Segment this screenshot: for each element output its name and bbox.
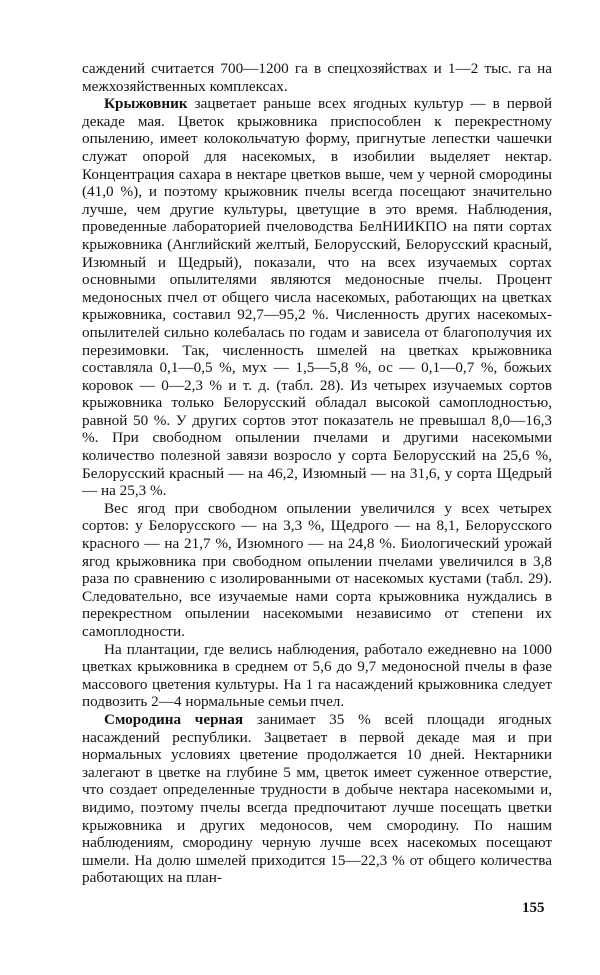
paragraph (82, 60, 552, 95)
paragraph-text: зацветает раньше всех ягодных культур — в первой декаде мая. Цветок крыжовника приспособлен к перекрестному опылению, имеет колокольчатую форму, пригнутые лепестки чашечки служат опорой для насекомых, в изобилии выделяет нектар. Концентрация сахара в нектаре цветков выше, чем у черной смородины (41,0 %), и поэтому крыжовник пчелы всегда посещают значительно лучше, чем другие культуры, цветущие в это время. Наблюдения, проведенные лабораторией пчеловодства БелНИИКПО на пяти сортах крыжовника (Английский желтый, Белорусский, Белорусский красный, Изюмный и Щедрый), показали, что на всех изучаемых сортах основными опылителями являются медоносные пчелы. Процент медоносных пчел от общего числа насекомых, работающих на цветках крыжовника, составил 92,7—95,2 %. Численность других насекомых-опылителей сильно колебалась по годам и зависела от благополучия их перезимовки. Так, численность шмелей на цветках крыжовника составляла 0,1—0,5 %, мух — 1,5—5,8 %, ос — 0,1—0,7 %, божьих коровок — 0—2,3 % и т. д. (табл. 28). Из четырех изучаемых сортов крыжовника только Белорусский обладал высокой самоплодностью, равной 50 %. У других сортов этот показатель не превышал 8,0—16,3 %. При свободном опылении пчелами и другими насекомыми количество полезной завязи возросло у сорта Белорусский на 25,6 %, Белорусский красный — на 46,2, Изюмный — на 31,6, у сорта Щедрый — на 25,3 %. (82, 95, 552, 500)
paragraph-text: На плантации, где велись наблюдения, работало ежедневно на 1000 цветках крыжовника в среднем от 5,6 до 9,7 медоносной пчелы в фазе массового цветения культуры. На 1 га насаждений крыжовника следует подвозить 2—4 нормальные семьи пчел. (82, 640, 552, 711)
body-text (82, 60, 552, 887)
term-heading: Смородина черная (104, 710, 244, 728)
paragraph-text: саждений считается 700—1200 га в спецхозяйствах и 1—2 тыс. га на межхозяйственных комплексах. (82, 60, 552, 95)
paragraph (82, 500, 552, 641)
paragraph (82, 95, 552, 500)
paragraph-text: Вес ягод при свободном опылении увеличился у всех четырех сортов: у Белорусского — на 3,3 %, Щедрого — на 8,1, Белорусского красного — на 21,7 %, Изюмного — на 24,8 %. Биологический урожай ягод крыжовника при свободном опылении пчелами увеличился в 3,8 раза по сравнению с изолированными от насекомых кустами (табл. 29). Следовательно, все изучаемые нами сорта крыжовника нуждались в перекрестном опылении насекомыми независимо от степени их самоплодности. (82, 499, 552, 640)
term-heading: Крыжовник (104, 95, 188, 113)
page-number: 155 (522, 900, 545, 916)
paragraph (82, 641, 552, 711)
paragraph (82, 711, 552, 887)
paragraph-text: занимает 35 % всей площади ягодных насаждений республики. Зацветает в первой декаде мая и при нормальных условиях цветение продолжается 10 дней. Нектарники залегают в цветке на глубине 5 мм, цветок имеет суженное отверстие, что создает определенные трудности в добыче нектара насекомыми и, видимо, поэтому пчелы всегда предпочитают лучше посещать цветки крыжовника и других медоносов, чем смородину. По нашим наблюдениям, смородину черную лучше всех насекомых посещают шмели. На долю шмелей приходится 15—22,3 % от общего количества работающих на план- (82, 710, 552, 887)
